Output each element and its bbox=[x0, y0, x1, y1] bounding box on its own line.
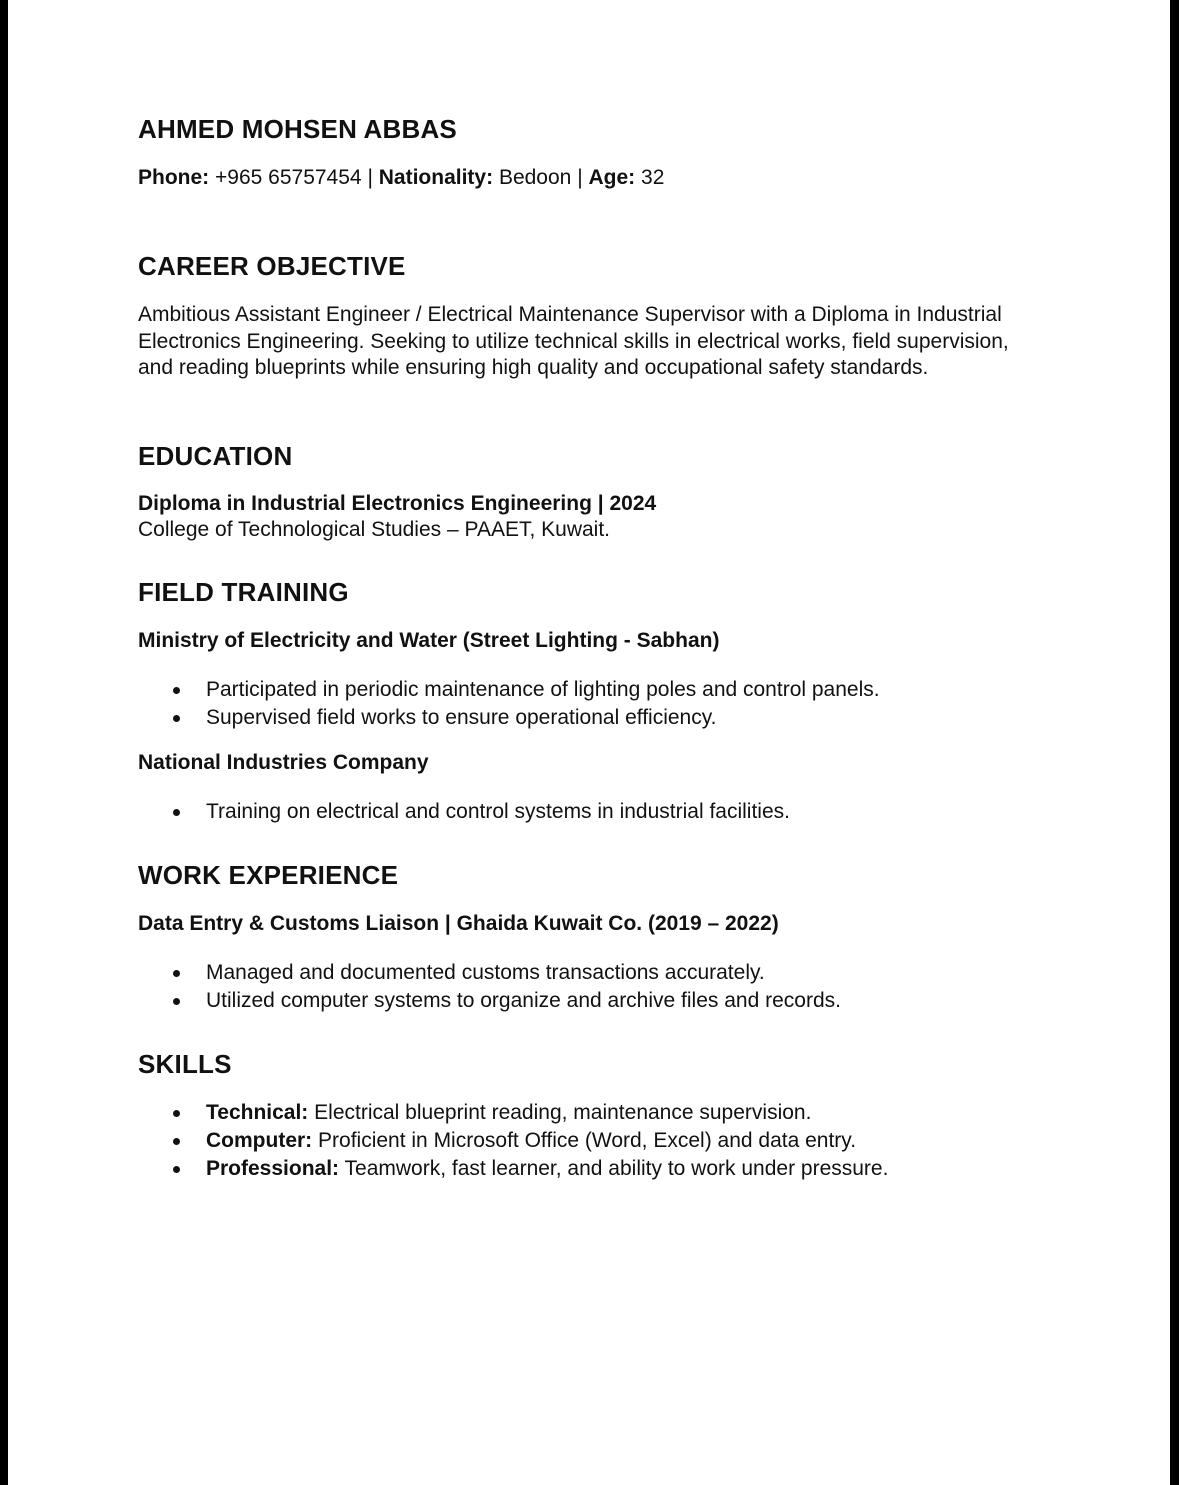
applicant-name: AHMED MOHSEN ABBAS bbox=[138, 114, 457, 144]
list-item bbox=[138, 1099, 888, 1127]
left-border bbox=[0, 0, 8, 1485]
skill-text: Teamwork, fast learner, and ability to work under pressure. bbox=[344, 1157, 889, 1180]
skill-text: Electrical blueprint reading, maintenance supervision. bbox=[314, 1101, 812, 1124]
skill-label: Computer: bbox=[206, 1129, 313, 1152]
phone-label: Phone: bbox=[138, 166, 210, 189]
education-degree: Diploma in Industrial Electronics Engineering | 2024 bbox=[138, 492, 657, 515]
age-label: Age: bbox=[588, 166, 636, 189]
field-training-heading: FIELD TRAINING bbox=[138, 577, 349, 607]
nationality-value: Bedoon bbox=[498, 166, 572, 189]
work-experience-heading: WORK EXPERIENCE bbox=[138, 860, 399, 890]
education-school: College of Technological Studies – PAAET, Kuwait. bbox=[138, 518, 610, 541]
phone-value: +965 65757454 bbox=[215, 166, 362, 189]
skill-text: Proficient in Microsoft Office (Word, Excel) and data entry. bbox=[318, 1129, 857, 1152]
training-org: National Industries Company bbox=[138, 751, 429, 774]
separator: | bbox=[577, 166, 583, 189]
skills-list bbox=[138, 1099, 888, 1183]
training-org: Ministry of Electricity and Water (Street Lighting - Sabhan) bbox=[138, 629, 720, 652]
list-item: Participated in periodic maintenance of lighting poles and control panels. bbox=[138, 676, 880, 704]
work-bullets bbox=[138, 959, 841, 1015]
list-item: Utilized computer systems to organize and archive files and records. bbox=[138, 987, 841, 1015]
education-heading: EDUCATION bbox=[138, 441, 293, 471]
age-value: 32 bbox=[641, 166, 665, 189]
career-objective-text: Ambitious Assistant Engineer / Electrical Maintenance Supervisor with a Diploma in Industrial Electronics Engineering. Seeking to utilize technical skills in electrical works, field supervision, and reading blueprints while ensuring high quality and occupational safety standards. bbox=[138, 303, 1009, 379]
list-item: Managed and documented customs transactions accurately. bbox=[138, 959, 841, 987]
career-objective-heading: CAREER OBJECTIVE bbox=[138, 251, 406, 281]
right-border bbox=[1170, 0, 1179, 1485]
list-item bbox=[138, 1127, 888, 1155]
list-item: Supervised field works to ensure operational efficiency. bbox=[138, 704, 880, 732]
skills-heading: SKILLS bbox=[138, 1049, 232, 1079]
list-item bbox=[138, 1155, 888, 1183]
separator: | bbox=[367, 166, 373, 189]
skill-label: Technical: bbox=[206, 1101, 309, 1124]
contact-line bbox=[138, 166, 664, 190]
nationality-label: Nationality: bbox=[378, 166, 494, 189]
work-role: Data Entry & Customs Liaison | Ghaida Kuwait Co. (2019 – 2022) bbox=[138, 912, 779, 935]
list-item: Training on electrical and control systems in industrial facilities. bbox=[138, 798, 790, 826]
training-bullets bbox=[138, 798, 790, 826]
skill-label: Professional: bbox=[206, 1157, 340, 1180]
training-bullets bbox=[138, 676, 880, 732]
